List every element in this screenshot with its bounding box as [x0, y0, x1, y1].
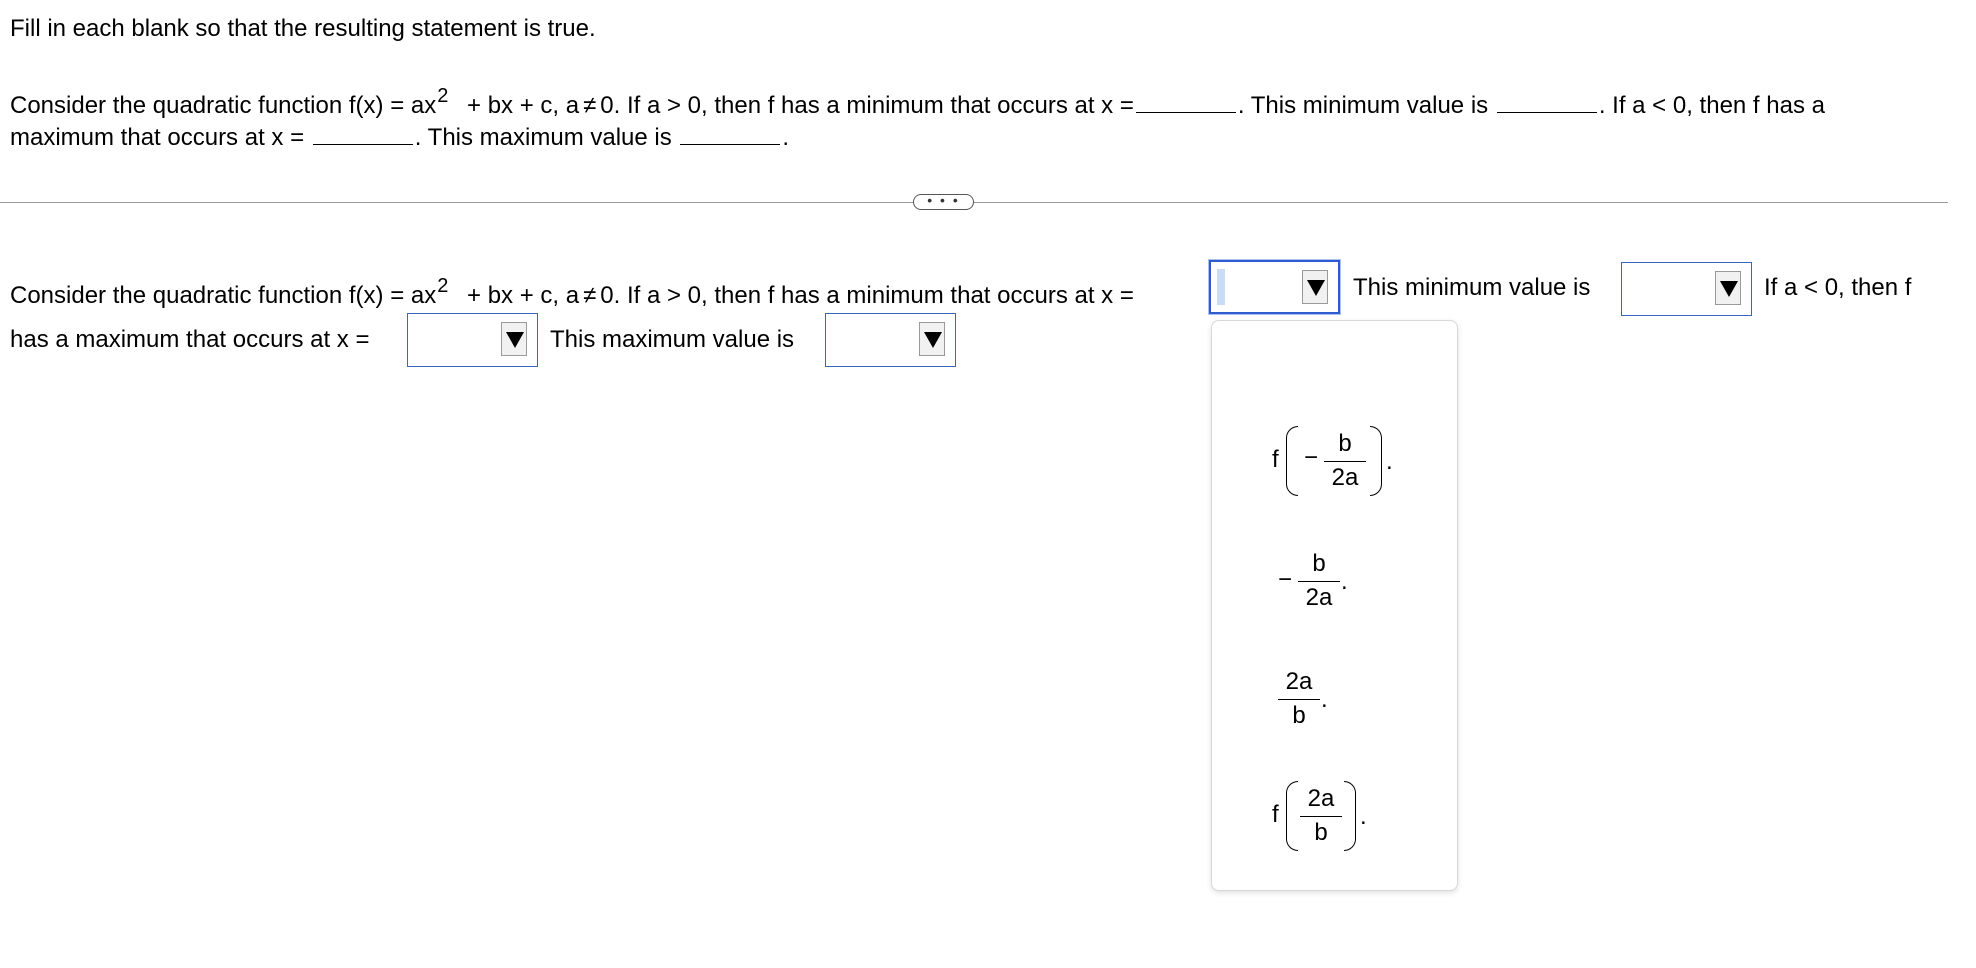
dropdown-arrow-icon[interactable] — [501, 322, 527, 356]
left-paren — [1286, 426, 1298, 496]
blank-max-value — [680, 124, 780, 145]
max-x-dropdown[interactable] — [407, 313, 538, 367]
fraction-numerator: 2a — [1285, 668, 1313, 695]
min-value-dropdown[interactable] — [1621, 262, 1752, 316]
fraction-bar — [1300, 816, 1342, 817]
not-equal-sign: ≠ — [583, 92, 597, 119]
option-suffix: . — [1341, 568, 1348, 595]
dropdown-option[interactable] — [1272, 426, 1412, 506]
text-caret — [1217, 269, 1225, 305]
min-value-label: This minimum value is — [1353, 274, 1591, 301]
option-fraction — [1324, 426, 1366, 496]
statement-text: . — [782, 124, 790, 151]
max-x-label: has a maximum that occurs at x = — [10, 326, 370, 353]
dropdown-option[interactable] — [1278, 546, 1378, 626]
if-negative-label: If a < 0, then f — [1764, 274, 1912, 301]
option-suffix: . — [1321, 686, 1328, 713]
min-x-dropdown[interactable] — [1209, 260, 1340, 314]
dropdown-options-list — [1211, 320, 1458, 891]
option-suffix: . — [1386, 448, 1393, 475]
fraction-numerator: b — [1312, 550, 1326, 577]
dropdown-option[interactable] — [1272, 781, 1392, 861]
section-divider — [0, 202, 1948, 203]
fraction-bar — [1324, 461, 1366, 462]
dropdown-arrow-icon[interactable] — [1302, 270, 1328, 304]
exponent: 2 — [437, 275, 449, 297]
statement-text: maximum that occurs at x = — [10, 124, 305, 151]
interactive-line-1 — [10, 268, 1134, 308]
statement-text: . This minimum value is — [1237, 92, 1489, 119]
fraction-bar — [1278, 699, 1320, 700]
max-value-label: This maximum value is — [550, 326, 795, 353]
fraction-denominator: 2a — [1305, 584, 1333, 611]
fraction-denominator: b — [1314, 819, 1328, 846]
right-paren — [1344, 781, 1356, 851]
exponent: 2 — [437, 85, 449, 107]
fraction-denominator: 2a — [1331, 464, 1359, 491]
statement-text: 0. If a > 0, then f has a minimum that occurs at x = — [600, 92, 1134, 119]
option-prefix: f — [1272, 801, 1279, 828]
option-sign: − — [1304, 444, 1319, 471]
statement-text: + bx + c, a — [460, 92, 580, 119]
statement-text: 0. If a > 0, then f has a minimum that occurs at x = — [600, 282, 1134, 309]
blank-max-x — [313, 124, 413, 145]
option-suffix: . — [1360, 803, 1367, 830]
fraction-numerator: 2a — [1307, 785, 1335, 812]
instructions: Fill in each blank so that the resulting statement is true. — [10, 15, 596, 42]
fraction-numerator: b — [1338, 430, 1352, 457]
option-prefix: f — [1272, 446, 1279, 473]
option-fraction — [1298, 546, 1340, 616]
right-paren — [1370, 426, 1382, 496]
dropdown-option[interactable] — [1278, 664, 1378, 744]
option-fraction — [1300, 781, 1342, 851]
blank-min-value — [1497, 92, 1597, 113]
statement-text: . If a < 0, then f has a — [1598, 92, 1825, 119]
fraction-bar — [1298, 581, 1340, 582]
statement-text: . This maximum value is — [414, 124, 672, 151]
static-statement — [10, 82, 1955, 154]
statement-text: Consider the quadratic function f(x) = ax — [10, 282, 437, 309]
option-fraction — [1278, 664, 1320, 734]
statement-text: Consider the quadratic function f(x) = ax — [10, 92, 437, 119]
more-button[interactable]: • • • — [913, 194, 974, 210]
max-value-dropdown[interactable] — [825, 313, 956, 367]
blank-min-x — [1136, 92, 1236, 113]
dropdown-arrow-icon[interactable] — [1715, 271, 1741, 305]
fraction-denominator: b — [1292, 702, 1306, 729]
dropdown-arrow-icon[interactable] — [919, 322, 945, 356]
not-equal-sign: ≠ — [583, 282, 597, 309]
statement-text: + bx + c, a — [460, 282, 580, 309]
option-sign: − — [1278, 566, 1293, 593]
left-paren — [1286, 781, 1298, 851]
